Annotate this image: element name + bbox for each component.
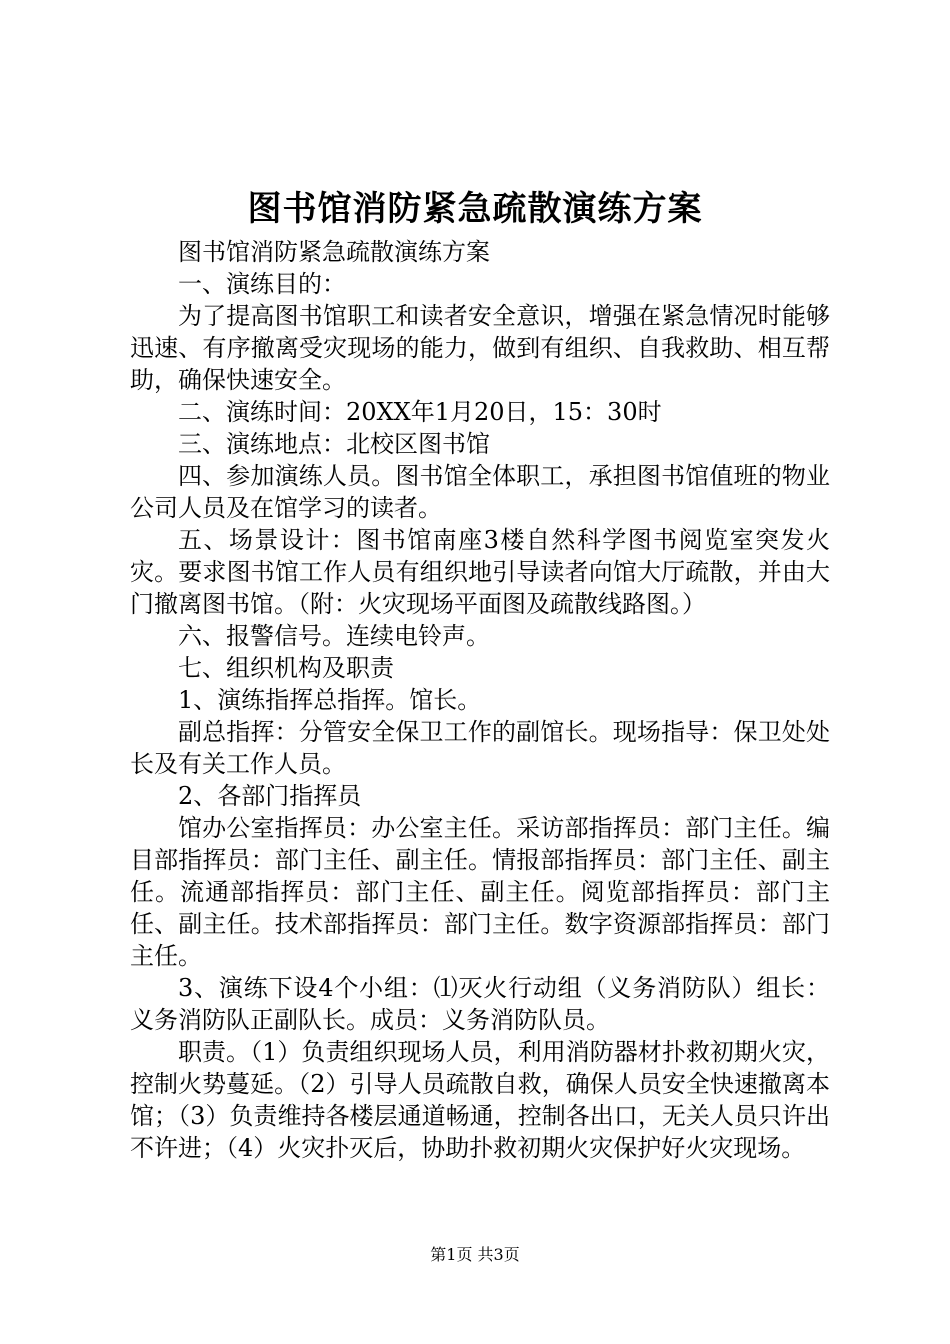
paragraph: 二、演练时间：20XX年1月20日，15：30时	[178, 398, 662, 426]
paragraph: 四、参加演练人员。图书馆全体职工，承担图书馆值班的物业公司人员及在馆学习的读者。	[130, 462, 830, 522]
paragraph: 职责。（1）负责组织现场人员，利用消防器材扑救初期火灾，控制火势蔓延。（2）引导人员疏散自救，确保人员安全快速撤离本馆；（3）负责维持各楼层通道畅通，控制各出口，无关人员只许出不许进；（4）火灾扑灭后，协助扑救初期火灾保护好火灾现场。	[130, 1038, 830, 1162]
paragraph: 一、演练目的：	[178, 270, 346, 298]
paragraph: 图书馆消防紧急疏散演练方案	[178, 238, 490, 266]
paragraph: 馆办公室指挥员：办公室主任。采访部指挥员：部门主任。编目部指挥员：部门主任、副主任。情报部指挥员：部门主任、副主任。流通部指挥员：部门主任、副主任。阅览部指挥员：部门主任、副主任。技术部指挥员：部门主任。数字资源部指挥员：部门主任。	[130, 814, 830, 970]
document-title: 图书馆消防紧急疏散演练方案	[247, 189, 703, 229]
paragraph: 七、组织机构及职责	[178, 654, 394, 682]
paragraph: 3、演练下设4个小组：⑴灭火行动组（义务消防队）组长：义务消防队正副队长。成员：义务消防队员。	[130, 974, 830, 1034]
page-footer: 第1页 共3页	[430, 1245, 520, 1264]
paragraph: 三、演练地点：北校区图书馆	[178, 430, 490, 458]
paragraph: 副总指挥：分管安全保卫工作的副馆长。现场指导：保卫处处长及有关工作人员。	[130, 718, 830, 778]
paragraph: 五、场景设计：图书馆南座3楼自然科学图书阅览室突发火灾。要求图书馆工作人员有组织地引导读者向馆大厅疏散，并由大门撤离图书馆。（附：火灾现场平面图及疏散线路图。）	[130, 526, 830, 618]
paragraph: 2、各部门指挥员	[178, 782, 362, 810]
document-body	[130, 236, 830, 1164]
paragraph: 为了提高图书馆职工和读者安全意识，增强在紧急情况时能够迅速、有序撤离受灾现场的能力，做到有组织、自我救助、相互帮助，确保快速安全。	[130, 302, 830, 394]
paragraph: 1、演练指挥总指挥。馆长。	[178, 686, 482, 714]
paragraph: 六、报警信号。连续电铃声。	[178, 622, 490, 650]
